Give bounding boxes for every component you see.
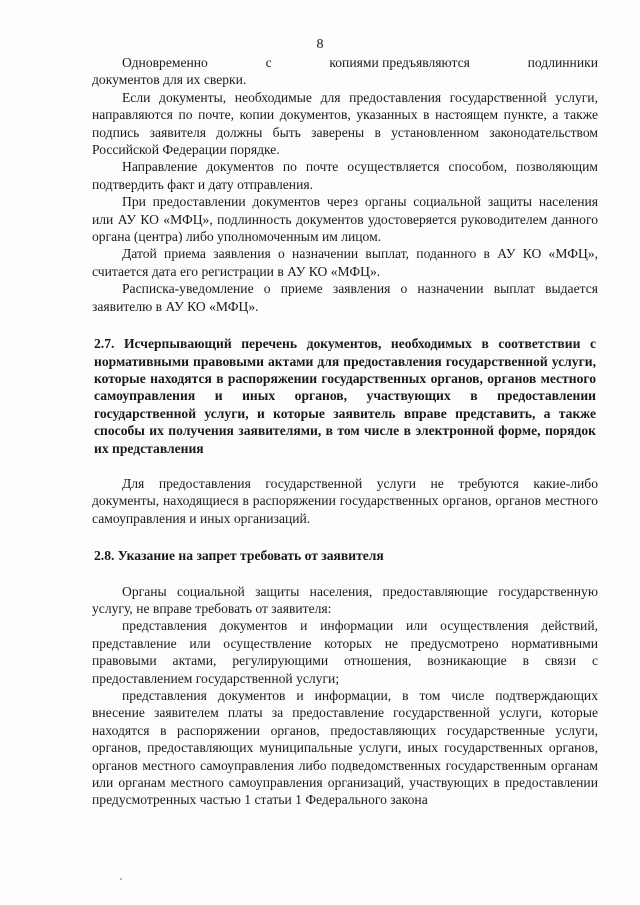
paragraph-originals bbox=[92, 54, 598, 71]
paragraph-receipt-date: Датой приема заявления о назначении выплат, поданного в АУ КО «МФЦ», считается дата его регистрации в АУ КО «МФЦ». bbox=[92, 246, 598, 279]
paragraph-line bbox=[122, 54, 598, 71]
word: подлинники bbox=[527, 55, 598, 70]
section-2-7-body: Для предоставления государственной услуги не требуются какие-либо документы, находящиеся в распоряжении государственных органов, органов местного самоуправления и иных организаций. bbox=[92, 475, 598, 526]
section-2-8-item-1: представления документов и информации или осуществления действий, представление или осуществление которых не предусмотрено нормативными правовыми актами, регулирующими отношения, возникающие в связи с предоставлением государственной услуги; bbox=[92, 618, 598, 686]
section-2-8-item-2: представления документов и информации, в том числе подтверждающих внесение заявителем платы за предоставление государственной услуги, которые находятся в распоряжении органов, предоставляющих государственные услуги, органов, предоставляющих муниципальные услуги, иных государственных органов, органов местного самоуправления либо подведомственных государственным органам или органам местного самоуправления организаций, участвующих в предоставлении предусмотренных частью 1 статьи 1 Федерального закона bbox=[92, 688, 598, 808]
section-2-8-intro: Органы социальной защиты населения, предоставляющие государственную услугу, не вправе требовать от заявителя: bbox=[92, 583, 598, 616]
word: копиями предъявляются bbox=[329, 55, 470, 70]
word: Одновременно bbox=[122, 55, 208, 70]
paragraph-mail-method: Направление документов по почте осуществляется способом, позволяющим подтвердить факт и дату отправления. bbox=[92, 159, 598, 192]
paragraph-text: документов для их сверки. bbox=[92, 72, 247, 88]
paragraph-notification: Расписка-уведомление о приеме заявления о назначении выплат выдается заявителю в АУ КО «МФЦ». bbox=[92, 281, 598, 314]
word: с bbox=[265, 55, 272, 70]
section-heading-2-8: 2.8. Указание на запрет требовать от заявителя bbox=[94, 548, 384, 564]
section-heading-2-7: 2.7. Исчерпывающий перечень документов, необходимых в соответствии с нормативными правовыми актами для предоставления государственной услуги, которые находятся в распоряжении государственных органов, органов местного самоуправления и иных органов, участвующих в предоставлении государственной услуги, и которые заявитель вправе представить, а также способы их получения заявителями, в том числе в электронной форме, порядок их представления bbox=[94, 336, 596, 456]
paragraph-mail-documents: Если документы, необходимые для предоставления государственной услуги, направляются по почте, копии документов, указанных в настоящем пункте, а также подпись заявителя должны быть заверены в установленном законодательством Российской Федерации порядке. bbox=[92, 89, 598, 158]
paragraph-authenticity: При предоставлении документов через органы социальной защиты населения или АУ КО «МФЦ», подлинность документов удостоверяется руководителем данного органа (центра) либо уполномоченным им лицом. bbox=[92, 194, 598, 245]
page-number: 8 bbox=[316, 37, 324, 52]
document-body bbox=[92, 54, 598, 809]
scan-artifact bbox=[120, 878, 122, 880]
